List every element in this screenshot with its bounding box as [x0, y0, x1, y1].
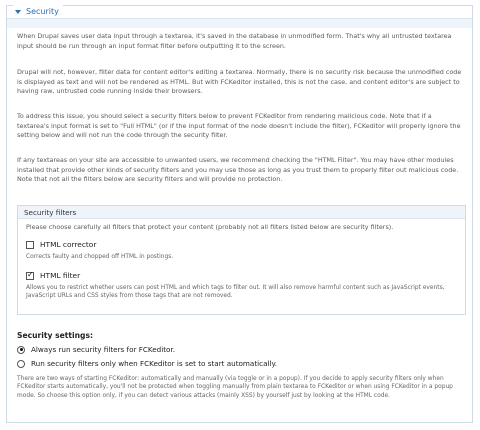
security-filters-fieldset — [17, 205, 466, 315]
html-corrector-option[interactable] — [26, 240, 96, 249]
intro-paragraph-3: To address this issue, you should select a security filters below to prevent FCKeditor from rendering malicious code. Note that if a textarea's input format is set to "Full HTML" (or if the input format of the node doesn't include the filter), FCKeditor will properly ignore the setting below and will not run the code through the security filter. — [17, 112, 461, 140]
security-filters-legend: Security filters — [24, 208, 77, 217]
html-corrector-label[interactable]: HTML corrector — [40, 240, 97, 249]
radio-run-when-auto[interactable] — [17, 359, 277, 368]
radio-run-when-auto-label[interactable]: Run security filters only when FCKeditor is set to start automatically. — [31, 359, 278, 368]
intro-paragraph-1: When Drupal saves user data input through a textarea, it's saved in the database in unmodified form. That's why all untrusted textarea input should be run through an input format filter before outputting it to the screen. — [17, 32, 452, 50]
radio-always-run-label[interactable]: Always run security filters for FCKeditor. — [31, 345, 176, 354]
html-filter-description: Allows you to restrict whether users can post HTML and which tags to filter out. It will also remove harmful content such as JavaScript events, JavaScript URLs and CSS styles from those tags that are not removed. — [26, 285, 445, 300]
intro-paragraph-2: Drupal will not, however, filter data for content editor's editing a textarea. Normally, there is no security risk because the unmodified code is displayed as text and will not be rendered as HTML. But with FCKeditor installed, this is not the case, and content editor's are subject to having raw, untrusted code running inside their browsers. — [17, 68, 462, 96]
security-settings-title: Security settings: — [17, 331, 94, 340]
radio-run-when-auto-button[interactable] — [17, 360, 25, 368]
security-fieldset — [6, 5, 473, 423]
security-legend-toggle[interactable] — [13, 5, 63, 18]
intro-paragraph-4: If any textareas on your site are accessible to unwanted users, we recommend checking the "HTML Filter". You may have other modules installed that provide other kinds of security filters and you may use those as long as you trust them to properly filter out malicious code. Note that not all the filters below are security filters and will provide no protection. — [17, 156, 459, 184]
radio-always-run[interactable] — [17, 345, 175, 354]
fieldset-header-band — [7, 18, 472, 28]
html-filter-option[interactable] — [26, 271, 80, 280]
security-filters-intro: Please choose carefully all filters that protect your content (probably not all filters listed below are security filters). — [26, 223, 394, 231]
html-filter-checkbox[interactable] — [26, 272, 34, 280]
triangle-down-icon — [15, 10, 21, 14]
security-filters-header — [18, 206, 465, 219]
html-corrector-checkbox[interactable] — [26, 241, 34, 249]
security-settings-description: There are two ways of starting FCKeditor: automatically and manually (via toggle or in a popup). If you decide to apply security filters only when FCKeditor starts automatically, you'll not be protected when toggling manually from plain textarea to FCKeditor or when using FCKeditor in a popup mode. So choose this option only, if you can detect various attacks (mainly XSS) by yourself just by looking at the HTML code. — [17, 376, 453, 399]
radio-always-run-button[interactable] — [17, 346, 25, 354]
security-legend-label: Security — [26, 7, 59, 16]
html-corrector-description: Corrects faulty and chopped off HTML in postings. — [26, 254, 174, 260]
html-filter-label[interactable]: HTML filter — [40, 271, 81, 280]
